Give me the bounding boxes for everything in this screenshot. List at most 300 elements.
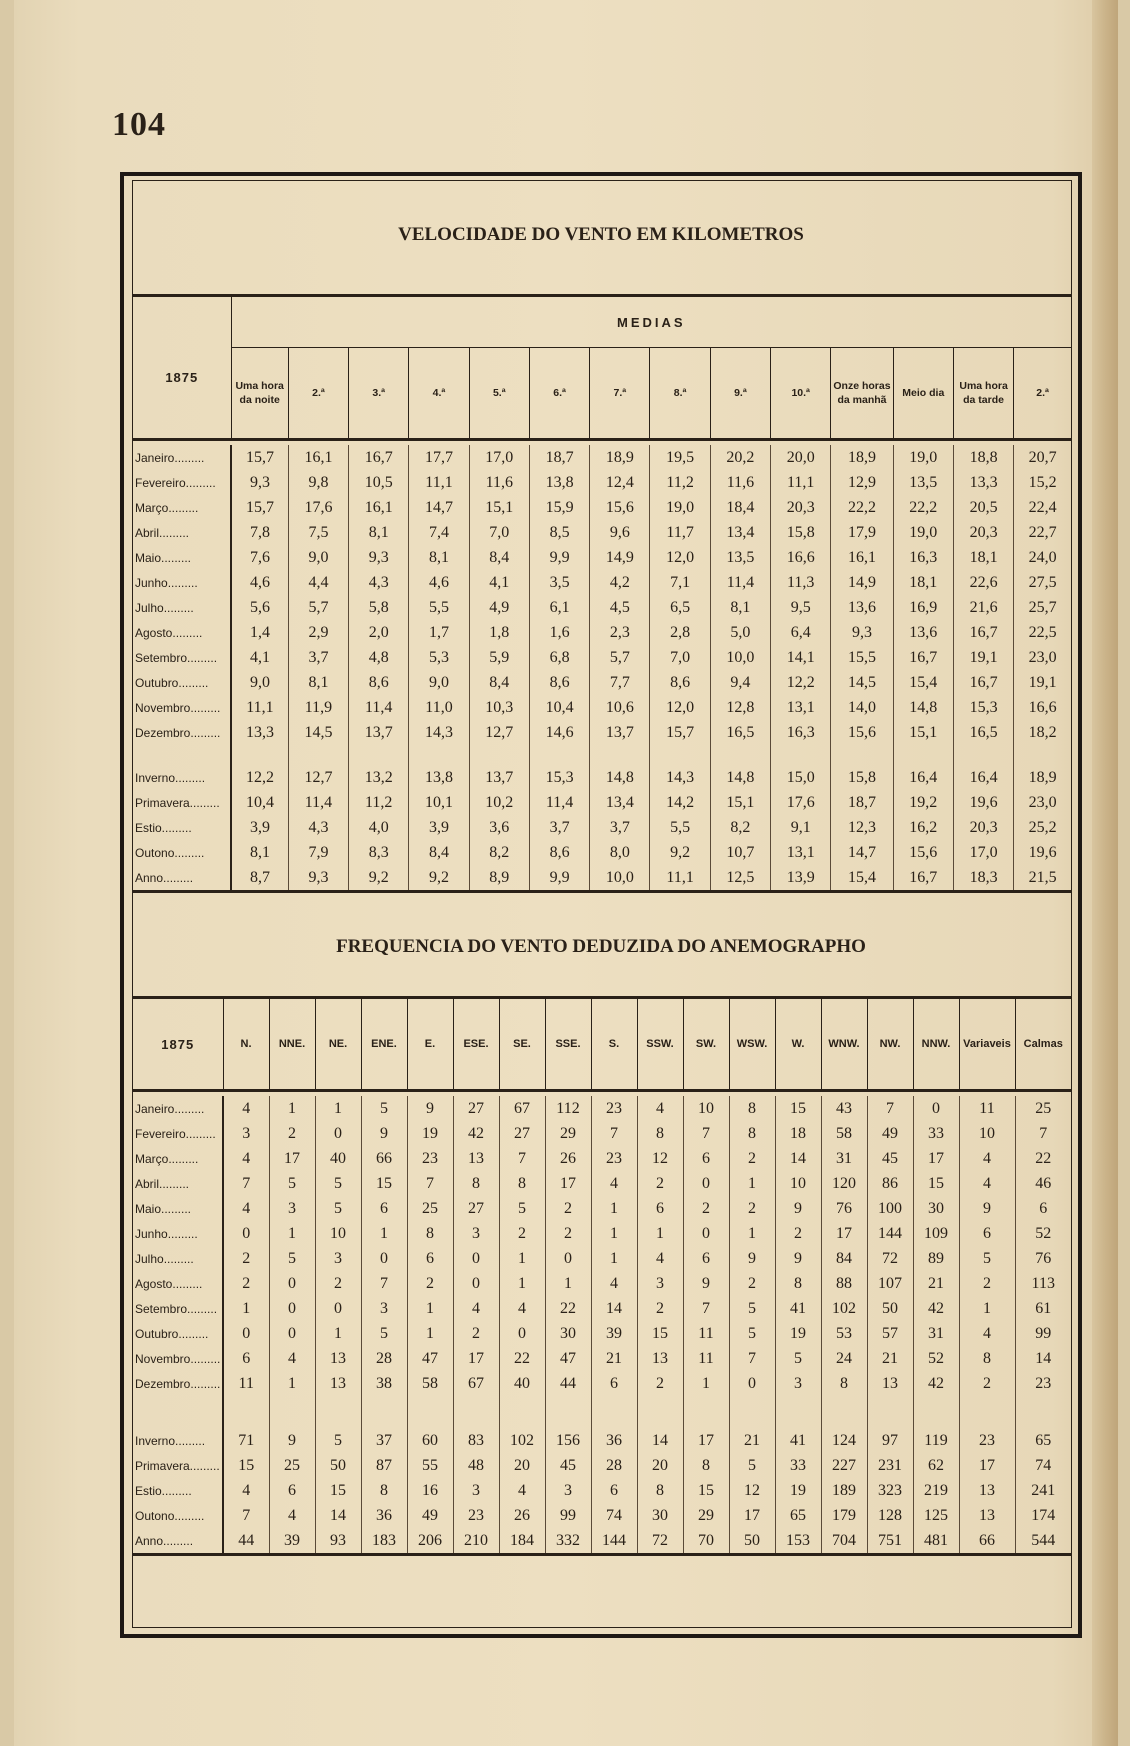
table-cell: 144: [591, 1528, 637, 1555]
table-cell: 20,3: [953, 815, 1013, 840]
table-cell: 9,5: [771, 595, 831, 620]
table-cell: 24,0: [1014, 545, 1071, 570]
table-cell: 18: [775, 1121, 821, 1146]
table-cell: 13,9: [771, 865, 831, 892]
row-label: Abril.........: [133, 520, 231, 545]
table-cell: 13,7: [590, 720, 650, 745]
table-cell: 4,8: [349, 645, 409, 670]
table-cell: 7: [499, 1146, 545, 1171]
table-row: [133, 570, 1071, 595]
table-cell: 8: [407, 1221, 453, 1246]
table-cell: 20,5: [953, 495, 1013, 520]
table-cell: 18,4: [710, 495, 770, 520]
table-cell: 2,9: [288, 620, 348, 645]
table-cell: 43: [821, 1096, 867, 1121]
table-cell: 27: [453, 1196, 499, 1221]
table2-column-header: Variaveis: [959, 999, 1015, 1091]
table-cell: 7: [361, 1271, 407, 1296]
table-row: [133, 1246, 1071, 1271]
table-cell: 13,7: [469, 765, 529, 790]
table-cell: 8,5: [529, 520, 589, 545]
table-cell: 5,0: [710, 620, 770, 645]
table-cell: 21: [867, 1346, 913, 1371]
table-cell: 5,5: [650, 815, 710, 840]
table-cell: 3: [315, 1246, 361, 1271]
table2-year: 1875: [133, 999, 223, 1091]
table-row: [133, 545, 1071, 570]
table-cell: 9,9: [529, 545, 589, 570]
table-cell: 2: [729, 1271, 775, 1296]
table-cell: 8,1: [349, 520, 409, 545]
table-cell: 11,4: [288, 790, 348, 815]
table-cell: 15,9: [529, 495, 589, 520]
table-cell: 17,0: [953, 840, 1013, 865]
table-cell: 1: [683, 1371, 729, 1396]
table-cell: 7: [223, 1171, 269, 1196]
table-cell: 12,2: [231, 765, 288, 790]
table-cell: 22: [499, 1346, 545, 1371]
table2-column-header: N.: [223, 999, 269, 1091]
table-cell: 50: [315, 1453, 361, 1478]
table-cell: 58: [407, 1371, 453, 1396]
table-cell: 53: [821, 1321, 867, 1346]
table-cell: 16: [407, 1478, 453, 1503]
table-cell: 52: [913, 1346, 959, 1371]
table-cell: 30: [545, 1321, 591, 1346]
table-cell: 14: [591, 1296, 637, 1321]
table-cell: 12,8: [710, 695, 770, 720]
table-cell: 3: [637, 1271, 683, 1296]
table-cell: 1: [545, 1271, 591, 1296]
table-cell: 15,6: [831, 720, 893, 745]
table-cell: 46: [1015, 1171, 1071, 1196]
table-cell: 47: [407, 1346, 453, 1371]
table-cell: 5: [315, 1428, 361, 1453]
table-cell: 31: [913, 1321, 959, 1346]
table-cell: 33: [775, 1453, 821, 1478]
table-cell: 18,7: [831, 790, 893, 815]
row-label: Maio.........: [133, 545, 231, 570]
table2-column-header: E.: [407, 999, 453, 1091]
table-cell: 18,2: [1014, 720, 1071, 745]
row-label: Setembro.........: [133, 1296, 223, 1321]
table-cell: 4: [499, 1296, 545, 1321]
table-cell: 4: [223, 1146, 269, 1171]
table-cell: 11,1: [409, 470, 469, 495]
table-cell: 19,0: [893, 445, 953, 470]
table-cell: 10,7: [710, 840, 770, 865]
table-cell: 5,7: [288, 595, 348, 620]
table-cell: 119: [913, 1428, 959, 1453]
table-row: [133, 1171, 1071, 1196]
table-cell: 544: [1015, 1528, 1071, 1555]
row-label: Primavera.........: [133, 1453, 223, 1478]
table-cell: 6: [591, 1371, 637, 1396]
table-cell: 4,6: [231, 570, 288, 595]
row-label: Anno.........: [133, 1528, 223, 1555]
row-label: Dezembro.........: [133, 720, 231, 745]
table-cell: 13: [315, 1346, 361, 1371]
table-cell: 0: [499, 1321, 545, 1346]
table-cell: 65: [1015, 1428, 1071, 1453]
table-cell: 19,6: [953, 790, 1013, 815]
table-cell: 2: [729, 1196, 775, 1221]
table1-column-header: 3.ª: [349, 348, 409, 440]
table-cell: 4: [591, 1171, 637, 1196]
table-cell: 50: [729, 1528, 775, 1555]
table-cell: 1: [361, 1221, 407, 1246]
table-cell: 6: [591, 1478, 637, 1503]
table-cell: 0: [315, 1296, 361, 1321]
table2-title: FREQUENCIA DO VENTO DEDUZIDA DO ANEMOGRAPHO: [336, 936, 866, 957]
table-cell: 4: [453, 1296, 499, 1321]
row-label: Anno.........: [133, 865, 231, 892]
table-row: [133, 1371, 1071, 1396]
table-cell: 52: [1015, 1221, 1071, 1246]
table-cell: 27: [499, 1121, 545, 1146]
table-cell: 23,0: [1014, 790, 1071, 815]
table-cell: 10,3: [469, 695, 529, 720]
table-cell: 751: [867, 1528, 913, 1555]
table-cell: 2: [959, 1271, 1015, 1296]
row-label: Julho.........: [133, 1246, 223, 1271]
row-label: Outono.........: [133, 840, 231, 865]
table-cell: 14,3: [650, 765, 710, 790]
table-cell: 14: [315, 1503, 361, 1528]
table-cell: 0: [223, 1221, 269, 1246]
table-row: [133, 815, 1071, 840]
table-cell: 323: [867, 1478, 913, 1503]
table-row: [133, 495, 1071, 520]
table-cell: 71: [223, 1428, 269, 1453]
table1-column-header: 4.ª: [409, 348, 469, 440]
table-cell: 17: [729, 1503, 775, 1528]
table-cell: 8,4: [409, 840, 469, 865]
table-row: [133, 1528, 1071, 1555]
table1-column-header: 2.ª: [288, 348, 348, 440]
table1-column-header: 6.ª: [529, 348, 589, 440]
table-cell: 8: [729, 1096, 775, 1121]
table-cell: 8,9: [469, 865, 529, 892]
table-cell: 11,2: [349, 790, 409, 815]
table-cell: 9: [959, 1196, 1015, 1221]
table2-column-header: SE.: [499, 999, 545, 1091]
row-label: Abril.........: [133, 1171, 223, 1196]
table-row: [133, 1271, 1071, 1296]
table1-column-header: 5.ª: [469, 348, 529, 440]
table-cell: 10,4: [529, 695, 589, 720]
row-label: Fevereiro.........: [133, 1121, 223, 1146]
table-cell: 9,9: [529, 865, 589, 892]
table-cell: 3,7: [288, 645, 348, 670]
table-cell: 120: [821, 1171, 867, 1196]
table-cell: 89: [913, 1246, 959, 1271]
table-cell: 87: [361, 1453, 407, 1478]
table-cell: 1: [269, 1096, 315, 1121]
table-cell: 8: [729, 1121, 775, 1146]
table-cell: 13,8: [529, 470, 589, 495]
table-cell: 13: [637, 1346, 683, 1371]
table-cell: 99: [1015, 1321, 1071, 1346]
table-cell: 14: [1015, 1346, 1071, 1371]
table-cell: 40: [499, 1371, 545, 1396]
table-cell: 22,2: [831, 495, 893, 520]
table-cell: 4: [959, 1146, 1015, 1171]
table-cell: 21: [591, 1346, 637, 1371]
table-cell: 5: [269, 1171, 315, 1196]
table-cell: 3: [775, 1371, 821, 1396]
table-cell: 17: [821, 1221, 867, 1246]
table2-column-header: W.: [775, 999, 821, 1091]
table-cell: 18,1: [893, 570, 953, 595]
table-cell: 6,4: [771, 620, 831, 645]
table-cell: 14,5: [288, 720, 348, 745]
table-cell: 9,3: [349, 545, 409, 570]
table-cell: 15,1: [469, 495, 529, 520]
table-cell: 15,6: [893, 840, 953, 865]
table-cell: 12,4: [590, 470, 650, 495]
table-row: [133, 865, 1071, 892]
table-cell: 14,8: [590, 765, 650, 790]
table-cell: 3,5: [529, 570, 589, 595]
table-cell: 16,3: [893, 545, 953, 570]
table-cell: 5: [315, 1196, 361, 1221]
table-cell: 11,1: [771, 470, 831, 495]
table-cell: 12: [637, 1146, 683, 1171]
table-cell: 42: [453, 1121, 499, 1146]
table-cell: 2: [545, 1196, 591, 1221]
table-cell: 0: [683, 1171, 729, 1196]
table-cell: 128: [867, 1503, 913, 1528]
table-cell: 9: [775, 1246, 821, 1271]
row-label: Junho.........: [133, 570, 231, 595]
table-cell: 8,6: [529, 670, 589, 695]
table-cell: 23: [591, 1146, 637, 1171]
table-cell: 7: [683, 1296, 729, 1321]
table-cell: 11,4: [710, 570, 770, 595]
table-cell: 0: [269, 1271, 315, 1296]
table-cell: 15: [223, 1453, 269, 1478]
table-cell: 16,5: [953, 720, 1013, 745]
table-cell: 14,0: [831, 695, 893, 720]
table-cell: 6,1: [529, 595, 589, 620]
table-cell: 14: [775, 1146, 821, 1171]
table-cell: 9,3: [831, 620, 893, 645]
table-cell: 20,7: [1014, 445, 1071, 470]
table-cell: 2: [407, 1271, 453, 1296]
table-cell: 4,0: [349, 815, 409, 840]
table-cell: 210: [453, 1528, 499, 1555]
table-cell: 231: [867, 1453, 913, 1478]
table-cell: 1: [315, 1096, 361, 1121]
table-cell: 4: [223, 1096, 269, 1121]
table-cell: 4: [637, 1096, 683, 1121]
table-cell: 109: [913, 1221, 959, 1246]
table-cell: 8,4: [469, 545, 529, 570]
table-row: [133, 645, 1071, 670]
table-row: [133, 620, 1071, 645]
table-cell: 97: [867, 1428, 913, 1453]
table-cell: 4: [591, 1271, 637, 1296]
table-cell: 28: [361, 1346, 407, 1371]
table-cell: 23: [1015, 1371, 1071, 1396]
table-cell: 4: [269, 1503, 315, 1528]
table-cell: 156: [545, 1428, 591, 1453]
table-cell: 8: [637, 1478, 683, 1503]
table2-column-header: WSW.: [729, 999, 775, 1091]
table-cell: 17,9: [831, 520, 893, 545]
table-cell: 25: [269, 1453, 315, 1478]
row-label: Outubro.........: [133, 1321, 223, 1346]
table-cell: 23: [407, 1146, 453, 1171]
table-cell: 9: [683, 1271, 729, 1296]
table-row: [133, 470, 1071, 495]
table-row: [133, 1221, 1071, 1246]
table-cell: 9,0: [231, 670, 288, 695]
table-cell: 99: [545, 1503, 591, 1528]
table-cell: 9: [407, 1096, 453, 1121]
table-cell: 72: [637, 1528, 683, 1555]
table-cell: 17: [959, 1453, 1015, 1478]
table-cell: 2: [499, 1221, 545, 1246]
table-cell: 26: [499, 1503, 545, 1528]
table-cell: 5: [729, 1453, 775, 1478]
table-cell: 20,2: [710, 445, 770, 470]
table-cell: 8,1: [409, 545, 469, 570]
table-cell: 10: [315, 1221, 361, 1246]
table-cell: 65: [775, 1503, 821, 1528]
table-cell: 9,8: [288, 470, 348, 495]
table-cell: 481: [913, 1528, 959, 1555]
table-cell: 3: [453, 1221, 499, 1246]
table-cell: 10,4: [231, 790, 288, 815]
table-cell: 16,6: [1014, 695, 1071, 720]
row-label: Outono.........: [133, 1503, 223, 1528]
table-row: [133, 1196, 1071, 1221]
row-label: Julho.........: [133, 595, 231, 620]
table-cell: 38: [361, 1371, 407, 1396]
row-label: Inverno.........: [133, 765, 231, 790]
table-cell: 14,3: [409, 720, 469, 745]
table-cell: 3,9: [409, 815, 469, 840]
table-cell: 25: [407, 1196, 453, 1221]
table-cell: 16,6: [771, 545, 831, 570]
table-cell: 7,6: [231, 545, 288, 570]
table-cell: 17,6: [288, 495, 348, 520]
table-cell: 5: [729, 1321, 775, 1346]
table-cell: 61: [1015, 1296, 1071, 1321]
table-cell: 76: [1015, 1246, 1071, 1271]
table-cell: 47: [545, 1346, 591, 1371]
table-cell: 102: [821, 1296, 867, 1321]
table-row: [133, 1096, 1071, 1121]
table-cell: 8,1: [288, 670, 348, 695]
table-cell: 14,7: [831, 840, 893, 865]
table-cell: 5,3: [409, 645, 469, 670]
table-cell: 19: [775, 1478, 821, 1503]
table-cell: 8: [637, 1121, 683, 1146]
table-cell: 37: [361, 1428, 407, 1453]
table-cell: 5: [361, 1321, 407, 1346]
table-cell: 93: [315, 1528, 361, 1555]
table-cell: 28: [591, 1453, 637, 1478]
table-cell: 9,3: [231, 470, 288, 495]
table-cell: 183: [361, 1528, 407, 1555]
table-cell: 36: [361, 1503, 407, 1528]
table-cell: 4: [959, 1171, 1015, 1196]
table2-column-header: SSW.: [637, 999, 683, 1091]
table-cell: 1: [637, 1221, 683, 1246]
table-cell: 7,4: [409, 520, 469, 545]
table-cell: 12,7: [288, 765, 348, 790]
table-cell: 7: [223, 1503, 269, 1528]
table-cell: 4,2: [590, 570, 650, 595]
table-cell: 5: [361, 1096, 407, 1121]
table-cell: 8,7: [231, 865, 288, 892]
table-cell: 13,8: [409, 765, 469, 790]
table-cell: 22: [545, 1296, 591, 1321]
table1-column-header: Uma hora da tarde: [953, 348, 1013, 440]
table-cell: 12,5: [710, 865, 770, 892]
table-cell: 13: [453, 1146, 499, 1171]
table-cell: 7: [407, 1171, 453, 1196]
table-cell: 0: [315, 1121, 361, 1146]
table-cell: 8: [453, 1171, 499, 1196]
table-cell: 4: [959, 1321, 1015, 1346]
table-cell: 8: [959, 1346, 1015, 1371]
table-cell: 15,8: [831, 765, 893, 790]
table-cell: 17: [269, 1146, 315, 1171]
table-cell: 9: [775, 1196, 821, 1221]
table-cell: 1: [591, 1246, 637, 1271]
table-cell: 0: [269, 1321, 315, 1346]
row-label: Dezembro.........: [133, 1371, 223, 1396]
table-cell: 39: [591, 1321, 637, 1346]
table-cell: 107: [867, 1271, 913, 1296]
table-cell: 27: [453, 1096, 499, 1121]
table-cell: 18,9: [1014, 765, 1071, 790]
table-cell: 1: [591, 1221, 637, 1246]
table-cell: 18,1: [953, 545, 1013, 570]
table-cell: 11,3: [771, 570, 831, 595]
table-cell: 7,9: [288, 840, 348, 865]
table-cell: 7,0: [469, 520, 529, 545]
table-cell: 16,7: [349, 445, 409, 470]
table-cell: 3: [361, 1296, 407, 1321]
table-cell: 30: [913, 1196, 959, 1221]
table-cell: 83: [453, 1428, 499, 1453]
table-cell: 6: [637, 1196, 683, 1221]
table-cell: 15,3: [953, 695, 1013, 720]
table-cell: 25: [1015, 1096, 1071, 1121]
table-cell: 31: [821, 1146, 867, 1171]
table-cell: 41: [775, 1296, 821, 1321]
table-cell: 23: [591, 1096, 637, 1121]
table-cell: 3: [545, 1478, 591, 1503]
row-label: Maio.........: [133, 1196, 223, 1221]
table-cell: 125: [913, 1503, 959, 1528]
table-cell: 7,5: [288, 520, 348, 545]
table-cell: 6: [1015, 1196, 1071, 1221]
table-cell: 18,9: [831, 445, 893, 470]
table-cell: 10,1: [409, 790, 469, 815]
row-gap: [133, 1396, 1071, 1428]
table-cell: 13,3: [231, 720, 288, 745]
table-cell: 12,7: [469, 720, 529, 745]
table-cell: 13,6: [893, 620, 953, 645]
table-cell: 7,8: [231, 520, 288, 545]
table1-column-header: Uma hora da noite: [231, 348, 288, 440]
